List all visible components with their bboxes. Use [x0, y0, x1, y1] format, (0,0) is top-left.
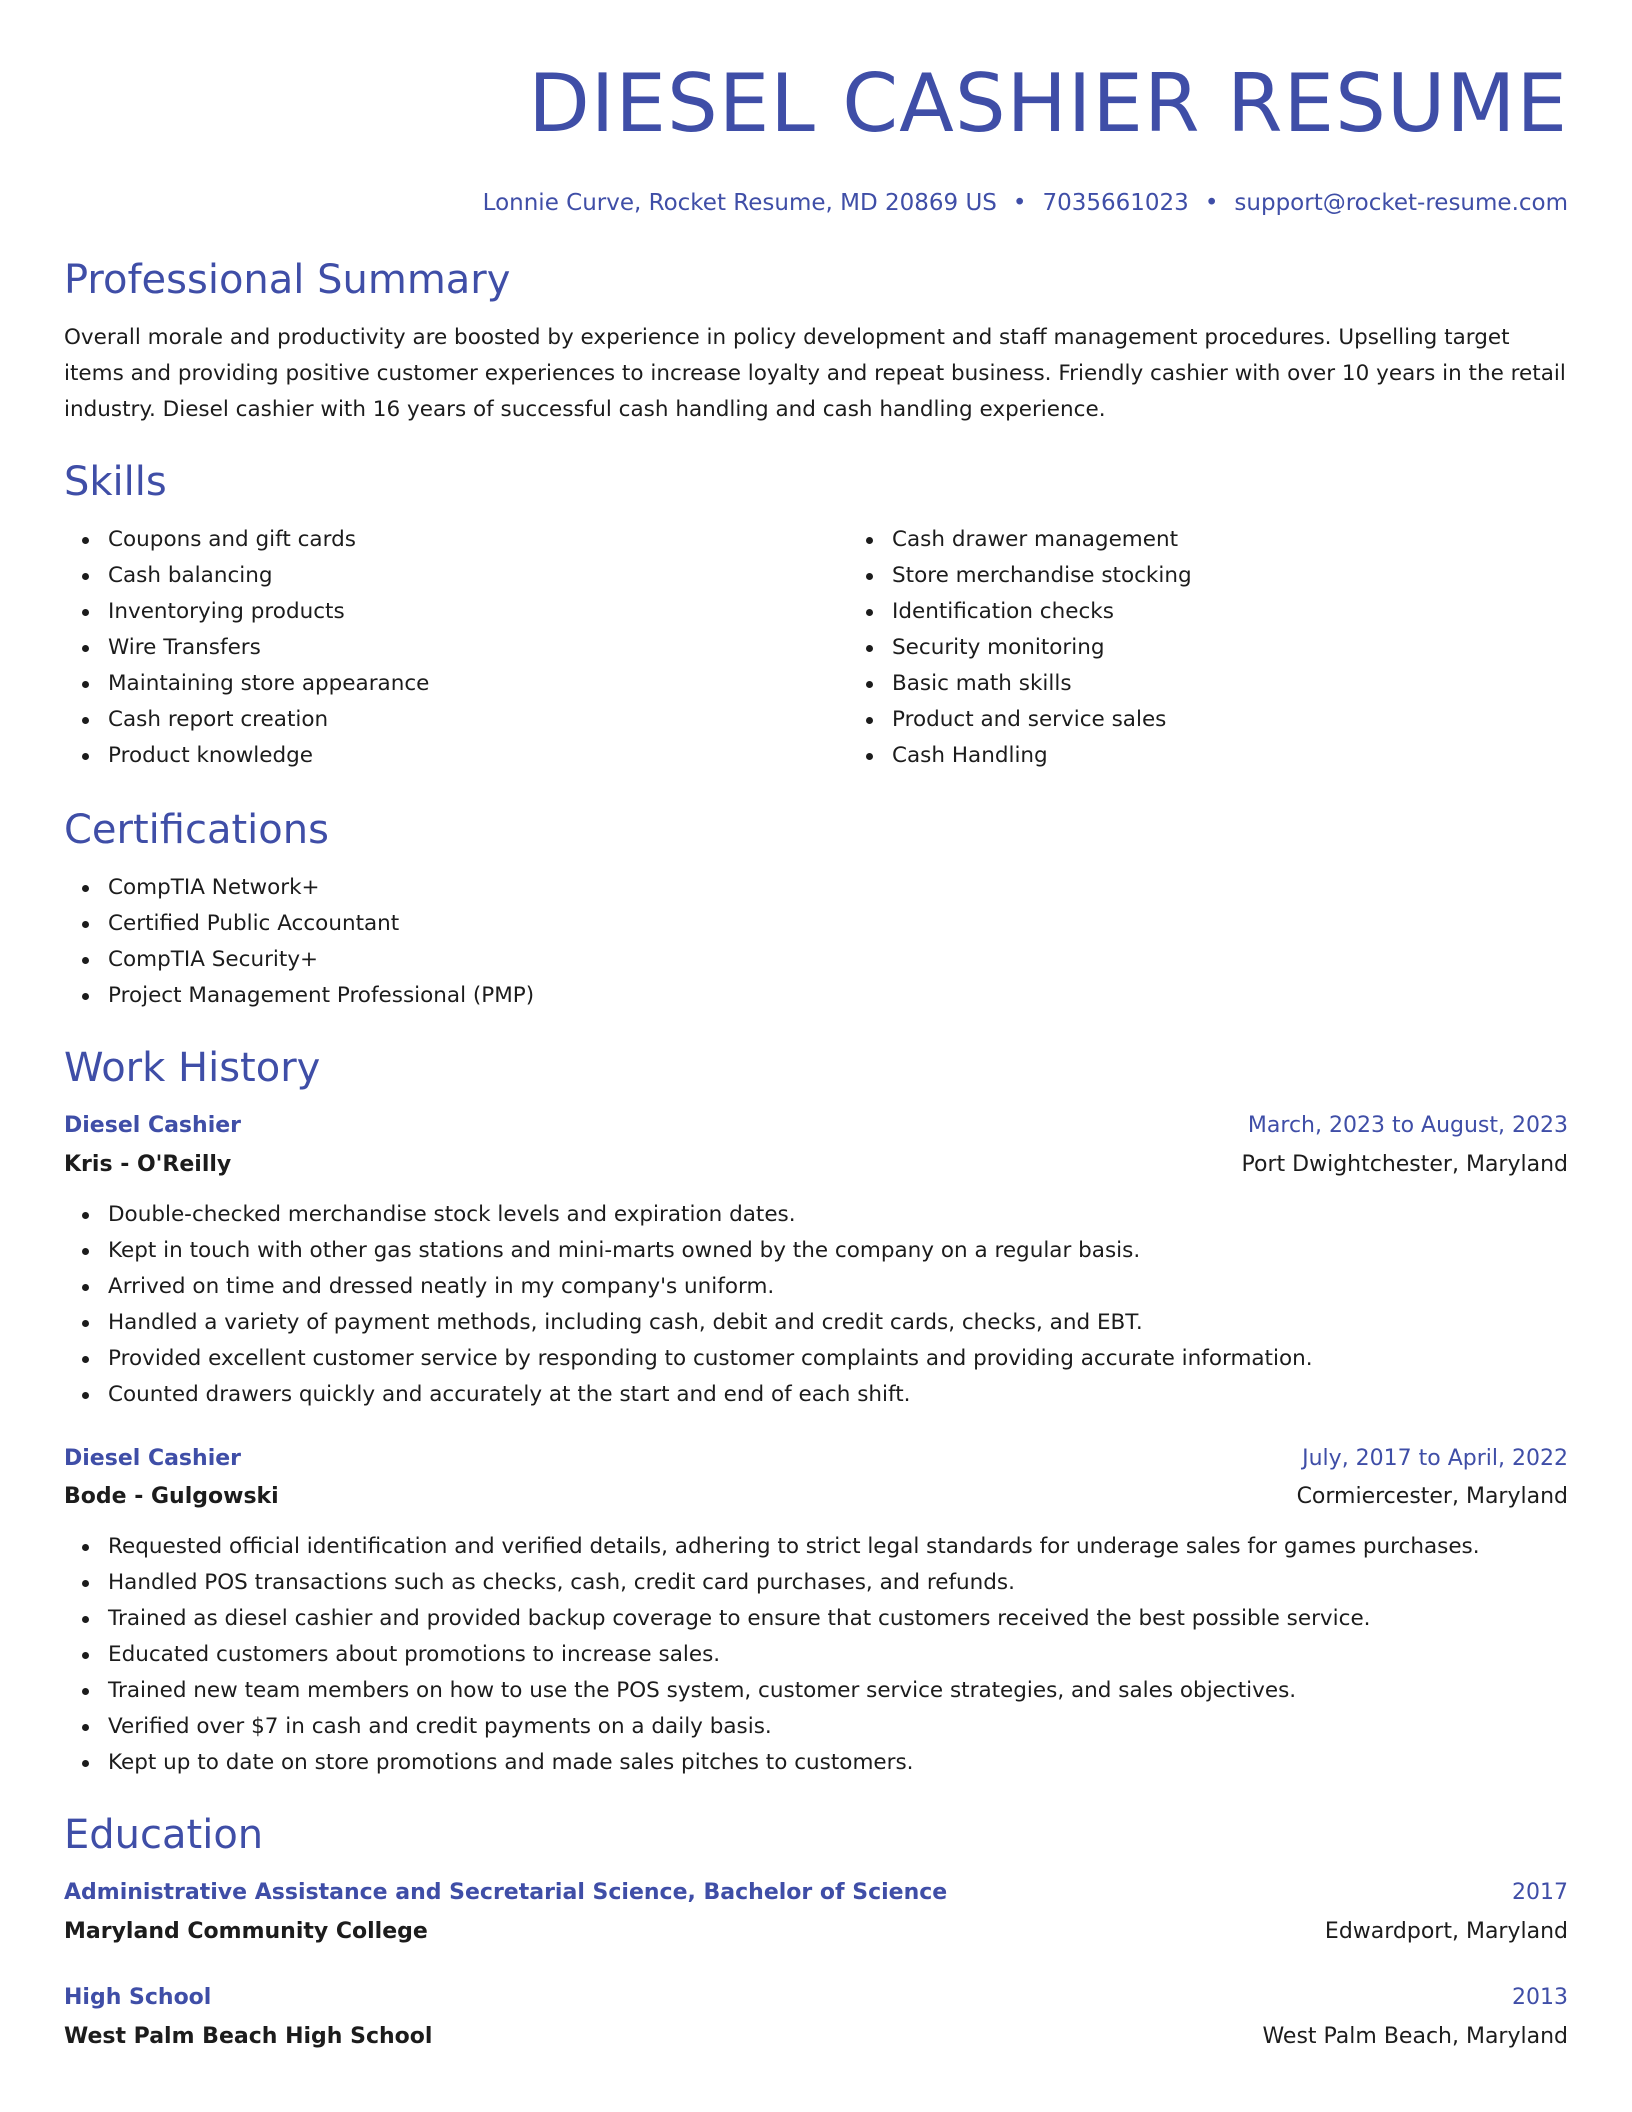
section-heading-summary: Professional Summary	[64, 257, 511, 303]
job-company: Kris - O'Reilly	[64, 1152, 232, 1177]
skill-item: Cash balancing	[108, 558, 848, 594]
job-title-row	[64, 1441, 1568, 1477]
duty-item: Trained new team members on how to use the POS system, customer service strategies, and sales objectives.	[108, 1673, 1568, 1709]
skill-item: Security monitoring	[892, 630, 1512, 666]
job-location: Port Dwightchester, Maryland	[1241, 1152, 1568, 1177]
school-location: West Palm Beach, Maryland	[1262, 2024, 1568, 2049]
duty-item: Handled a variety of payment methods, including cash, debit and credit cards, checks, and EBT.	[108, 1305, 1568, 1341]
job-dates: July, 2017 to April, 2022	[1302, 1446, 1568, 1471]
job-company: Bode - Gulgowski	[64, 1484, 279, 1509]
school-row	[64, 2019, 1568, 2055]
skill-item: Coupons and gift cards	[108, 522, 848, 558]
skill-item: Cash report creation	[108, 702, 848, 738]
duty-item: Double-checked merchandise stock levels and expiration dates.	[108, 1197, 1568, 1233]
job-entry	[64, 1441, 1568, 1781]
school-location: Edwardport, Maryland	[1324, 1919, 1568, 1944]
contact-line	[64, 186, 1568, 220]
duty-item: Verified over $7 in cash and credit payments on a daily basis.	[108, 1709, 1568, 1745]
contact-email[interactable]: support@rocket-resume.com	[1234, 190, 1568, 216]
school-name: Maryland Community College	[64, 1919, 428, 1944]
duty-item: Trained as diesel cashier and provided backup coverage to ensure that customers received the best possible service.	[108, 1601, 1568, 1637]
skills-grid	[64, 522, 1568, 774]
job-company-row	[64, 1147, 1568, 1183]
contact-separator: •	[1012, 190, 1027, 216]
section-heading-education: Education	[64, 1812, 264, 1858]
skill-item: Maintaining store appearance	[108, 666, 848, 702]
skill-item: Store merchandise stocking	[892, 558, 1512, 594]
education-entry	[64, 1875, 1568, 1950]
degree-name: Administrative Assistance and Secretarial Science, Bachelor of Science	[64, 1880, 948, 1905]
degree-row	[64, 1875, 1568, 1911]
contact-phone[interactable]: 7035661023	[1042, 190, 1189, 216]
skill-item: Product and service sales	[892, 702, 1512, 738]
skills-section	[64, 456, 1568, 774]
skill-item: Basic math skills	[892, 666, 1512, 702]
resume-title: DIESEL CASHIER RESUME	[528, 57, 1568, 150]
certifications-section	[64, 804, 1568, 1014]
summary-text: Overall morale and productivity are boosted by experience in policy development and staff management procedures. Upselling target items and providing positive customer experiences to increase loyalty and repeat business. Friendly cashier with over 10 years in the retail industry. Diesel cashier with 16 years of successful cash handling and cash handling experience.	[64, 325, 1566, 422]
degree-name: High School	[64, 1985, 212, 2010]
section-heading-skills: Skills	[64, 459, 167, 505]
skill-item: Cash Handling	[892, 738, 1512, 774]
certifications-list	[64, 870, 1568, 1014]
certification-item: Project Management Professional (PMP)	[108, 978, 1568, 1014]
summary-section	[64, 254, 1568, 428]
skill-item: Cash drawer management	[892, 522, 1512, 558]
skill-item: Wire Transfers	[108, 630, 848, 666]
education-entry	[64, 1980, 1568, 2055]
graduation-year: 2013	[1512, 1985, 1568, 2010]
contact-separator: •	[1204, 190, 1219, 216]
certification-item: CompTIA Security+	[108, 942, 1568, 978]
duty-item: Educated customers about promotions to increase sales.	[108, 1637, 1568, 1673]
job-title: Diesel Cashier	[64, 1446, 241, 1471]
contact-address: Lonnie Curve, Rocket Resume, MD 20869 US	[482, 190, 997, 216]
job-location: Cormiercester, Maryland	[1296, 1484, 1568, 1509]
duty-item: Provided excellent customer service by responding to customer complaints and providing accurate information.	[108, 1341, 1568, 1377]
skill-item: Identification checks	[892, 594, 1512, 630]
job-dates: March, 2023 to August, 2023	[1247, 1113, 1568, 1138]
education-section	[64, 1809, 1568, 2055]
duty-item: Kept in touch with other gas stations and mini-marts owned by the company on a regular basis.	[108, 1233, 1568, 1269]
job-duties	[64, 1197, 1568, 1413]
duty-item: Arrived on time and dressed neatly in my company's uniform.	[108, 1269, 1568, 1305]
job-duties	[64, 1529, 1568, 1781]
skill-item: Product knowledge	[108, 738, 848, 774]
duty-item: Handled POS transactions such as checks, cash, credit card purchases, and refunds.	[108, 1565, 1568, 1601]
job-title-row	[64, 1108, 1568, 1144]
degree-row	[64, 1980, 1568, 2016]
school-row	[64, 1914, 1568, 1950]
school-name: West Palm Beach High School	[64, 2024, 433, 2049]
job-title: Diesel Cashier	[64, 1113, 241, 1138]
duty-item: Counted drawers quickly and accurately at the start and end of each shift.	[108, 1377, 1568, 1413]
certification-item: CompTIA Network+	[108, 870, 1568, 906]
work-history-section	[64, 1042, 1568, 1781]
skills-list-right	[848, 522, 1512, 774]
job-entry	[64, 1108, 1568, 1413]
job-company-row	[64, 1479, 1568, 1515]
certification-item: Certified Public Accountant	[108, 906, 1568, 942]
graduation-year: 2017	[1512, 1880, 1568, 1905]
section-heading-work-history: Work History	[64, 1045, 321, 1091]
duty-item: Kept up to date on store promotions and made sales pitches to customers.	[108, 1745, 1568, 1781]
section-heading-certifications: Certifications	[64, 807, 329, 853]
skill-item: Inventorying products	[108, 594, 848, 630]
skills-list-left	[64, 522, 848, 774]
duty-item: Requested official identification and verified details, adhering to strict legal standards for underage sales for games purchases.	[108, 1529, 1568, 1565]
